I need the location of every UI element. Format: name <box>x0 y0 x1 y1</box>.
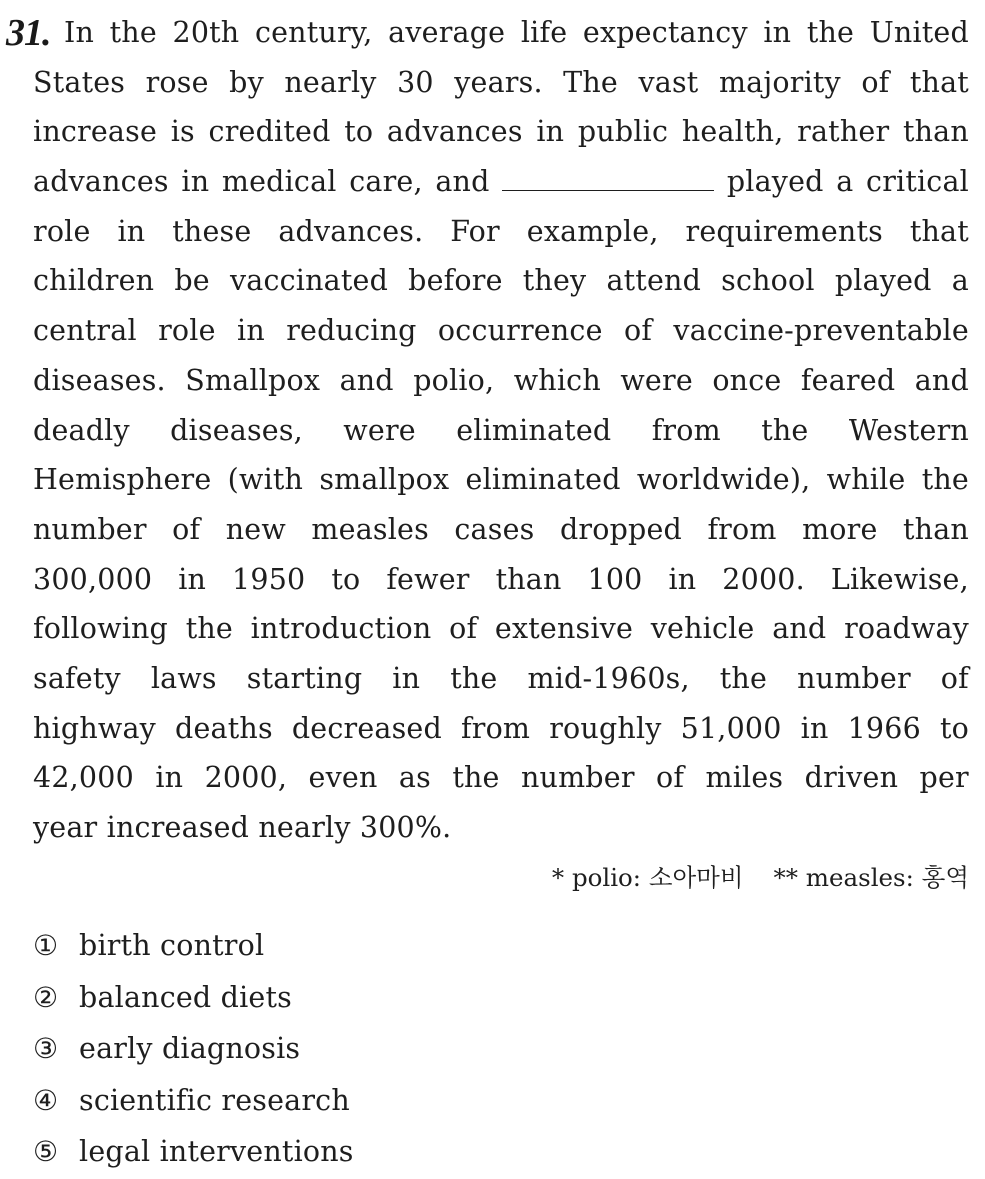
passage-word: 300%. <box>359 811 452 844</box>
passage-word: central <box>33 314 137 348</box>
passage-line <box>33 803 969 853</box>
passage-word: smallpox <box>319 463 450 497</box>
passage-word: 2000, <box>204 761 288 795</box>
passage-word: a <box>951 264 969 298</box>
passage-word: to <box>344 115 374 149</box>
passage-word: credited <box>208 115 331 149</box>
passage-word: eliminated <box>456 413 612 447</box>
passage-word: from <box>461 711 531 745</box>
option-text: early diagnosis <box>79 1032 301 1065</box>
passage <box>33 8 969 853</box>
passage-word: increase <box>33 115 158 149</box>
passage-word: polio, <box>413 363 495 397</box>
passage-word: dropped <box>559 512 682 546</box>
passage-word: role <box>33 214 91 248</box>
passage-word: vehicle <box>650 612 755 646</box>
passage-word: 100 <box>587 562 643 596</box>
passage-word: once <box>712 363 782 397</box>
passage-word: roadway <box>844 612 969 646</box>
passage-word: For <box>450 214 500 248</box>
passage-word: diseases, <box>170 413 303 447</box>
passage-word: number <box>33 512 147 546</box>
passage-word: new <box>225 512 286 546</box>
passage-word: in <box>536 115 565 149</box>
passage-word: of <box>656 761 685 795</box>
passage-word: in <box>237 314 265 348</box>
option-text: legal interventions <box>79 1135 354 1168</box>
question-number: 31. <box>6 12 51 54</box>
passage-word: care, <box>349 165 423 199</box>
passage-word: medical <box>221 165 337 199</box>
passage-word: in <box>800 711 829 745</box>
passage-word: roughly <box>549 711 662 745</box>
passage-word: as <box>398 761 431 795</box>
passage-word: of <box>940 661 969 695</box>
passage-word: the <box>761 413 809 447</box>
passage-word: they <box>522 264 587 298</box>
passage-word: majority <box>718 65 841 99</box>
passage-line <box>33 356 969 406</box>
passage-word: that <box>909 65 969 99</box>
passage-word: per <box>919 761 969 795</box>
passage-word: in <box>155 761 184 795</box>
passage-word: the <box>806 16 855 49</box>
option-number: ③ <box>33 1032 59 1065</box>
passage-word: that <box>909 214 969 248</box>
option-number: ① <box>33 929 59 962</box>
passage-word: extensive <box>494 612 634 646</box>
passage-word: of <box>449 612 478 646</box>
answer-option-2[interactable] <box>33 972 354 1024</box>
passage-word: number <box>520 761 635 795</box>
passage-word: role <box>158 314 216 348</box>
passage-line <box>33 157 969 207</box>
answer-blank <box>502 170 714 191</box>
passage-word: than <box>902 115 969 149</box>
passage-word: by <box>229 65 264 99</box>
passage-word: than <box>495 562 562 596</box>
passage-word: (with <box>227 463 304 497</box>
passage-word: In <box>64 16 95 49</box>
passage-word: example, <box>526 214 659 248</box>
passage-word: Likewise, <box>830 562 969 596</box>
passage-word: school <box>721 264 815 298</box>
passage-word: from <box>651 413 721 447</box>
option-text: scientific research <box>79 1083 350 1117</box>
passage-word: feared <box>800 363 896 397</box>
passage-line <box>33 306 969 356</box>
passage-word: to <box>331 562 361 596</box>
footnote-measles: ** measles: 홍역 <box>773 863 969 892</box>
passage-word: increased <box>106 811 259 844</box>
passage-word: occurrence <box>437 314 603 348</box>
passage-word: Smallpox <box>185 363 321 397</box>
passage-line <box>33 704 969 754</box>
passage-word: eliminated <box>465 463 621 497</box>
passage-word: the <box>452 761 500 795</box>
passage-word: in <box>181 165 210 199</box>
passage-word: the <box>921 463 969 497</box>
passage-line <box>33 753 969 803</box>
passage-word: and <box>772 612 827 646</box>
passage-word: fewer <box>386 562 470 596</box>
passage-line <box>33 604 969 654</box>
passage-word: which <box>513 363 601 397</box>
option-number: ④ <box>33 1083 59 1117</box>
passage-word: and <box>435 165 490 199</box>
passage-word: advances. <box>278 214 424 248</box>
footnotes <box>552 858 969 898</box>
passage-word: in <box>178 562 207 596</box>
passage-word: be <box>174 264 210 298</box>
passage-word: measles <box>311 512 429 546</box>
passage-word: more <box>802 512 878 546</box>
passage-word: life <box>520 16 568 49</box>
passage-word: United <box>869 16 969 49</box>
passage-word: average <box>388 16 506 49</box>
passage-line <box>64 8 969 58</box>
passage-word: of <box>861 65 890 99</box>
passage-word: following <box>33 612 169 646</box>
passage-word: even <box>308 761 378 795</box>
passage-word: while <box>826 463 906 497</box>
answer-option-4[interactable] <box>33 1075 354 1127</box>
passage-word: the <box>450 661 498 695</box>
answer-option-3[interactable] <box>33 1023 354 1075</box>
answer-option-5[interactable] <box>33 1126 354 1178</box>
passage-line <box>33 107 969 157</box>
option-number: ⑤ <box>33 1135 59 1168</box>
passage-word: 30 <box>397 65 434 99</box>
passage-line <box>33 555 969 605</box>
passage-word: highway <box>33 711 156 745</box>
passage-word: were <box>343 413 416 447</box>
passage-word: introduction <box>250 612 432 646</box>
passage-word: the <box>185 612 233 646</box>
passage-word: The <box>563 65 619 99</box>
passage-word: decreased <box>291 711 442 745</box>
passage-word: number <box>797 661 911 695</box>
footnote-polio: * polio: 소아마비 <box>551 863 744 892</box>
passage-word: laws <box>150 661 217 695</box>
passage-word: nearly <box>284 65 377 99</box>
passage-word: requirements <box>685 214 883 248</box>
passage-word: Western <box>848 413 969 447</box>
passage-word: public <box>577 115 669 149</box>
passage-word: years. <box>454 65 543 99</box>
passage-word: a <box>836 165 854 199</box>
passage-word: 42,000 <box>33 761 134 795</box>
passage-word: diseases. <box>33 363 166 397</box>
passage-word: and <box>914 363 969 397</box>
passage-word: in <box>392 661 421 695</box>
option-text: balanced diets <box>79 980 292 1014</box>
passage-word: 300,000 <box>33 562 153 596</box>
option-text: birth control <box>79 929 265 962</box>
passage-word: deadly <box>33 413 130 447</box>
answer-options <box>33 920 354 1178</box>
passage-word: attend <box>606 264 702 298</box>
passage-word: driven <box>804 761 899 795</box>
passage-word: children <box>33 264 155 298</box>
passage-word: 20th <box>172 16 240 49</box>
passage-word: reducing <box>286 314 417 348</box>
passage-word: nearly <box>258 811 360 844</box>
option-number: ② <box>33 980 59 1014</box>
passage-word: rose <box>145 65 209 99</box>
passage-word: critical <box>866 165 969 199</box>
passage-word: vaccinated <box>229 264 389 298</box>
passage-word: the <box>109 16 157 49</box>
passage-word: in <box>763 16 792 49</box>
passage-word: starting <box>246 661 363 695</box>
passage-word: played <box>726 165 824 199</box>
passage-word: from <box>707 512 777 546</box>
passage-word: in <box>117 214 146 248</box>
passage-word: safety <box>33 661 121 695</box>
passage-word: played <box>834 264 932 298</box>
passage-line <box>33 505 969 555</box>
passage-word: States <box>33 65 126 99</box>
passage-word: of <box>172 512 201 546</box>
passage-word: deaths <box>175 711 273 745</box>
passage-word: worldwide), <box>636 463 811 497</box>
passage-word: of <box>623 314 653 348</box>
passage-word: before <box>408 264 503 298</box>
passage-word: year <box>33 811 107 844</box>
passage-word: 1966 <box>847 711 921 745</box>
passage-line <box>33 256 969 306</box>
passage-word: to <box>939 711 969 745</box>
passage-word: were <box>620 363 693 397</box>
passage-word: mid-1960s, <box>527 661 690 695</box>
passage-line <box>33 58 969 108</box>
passage-word: is <box>170 115 195 149</box>
passage-word: than <box>903 512 969 546</box>
passage-word: expectancy <box>582 16 748 49</box>
passage-word: Hemisphere <box>33 463 212 497</box>
passage-word: in <box>668 562 697 596</box>
answer-option-1[interactable] <box>33 920 354 972</box>
passage-word: rather <box>797 115 890 149</box>
passage-word: advances <box>386 115 523 149</box>
passage-word: cases <box>454 512 535 546</box>
passage-line <box>33 406 969 456</box>
passage-word: century, <box>254 16 373 49</box>
passage-line <box>33 207 969 257</box>
passage-word: these <box>172 214 252 248</box>
passage-word: vaccine-preventable <box>673 314 969 348</box>
passage-line <box>33 654 969 704</box>
passage-word: health, <box>681 115 784 149</box>
passage-word: vast <box>638 65 699 99</box>
passage-word: 2000. <box>722 562 805 596</box>
passage-word: advances <box>33 165 169 199</box>
passage-word: 51,000 <box>680 711 782 745</box>
passage-word: and <box>339 363 394 397</box>
passage-line <box>33 455 969 505</box>
passage-word: the <box>719 661 768 695</box>
passage-word: miles <box>705 761 784 795</box>
passage-word: 1950 <box>232 562 306 596</box>
